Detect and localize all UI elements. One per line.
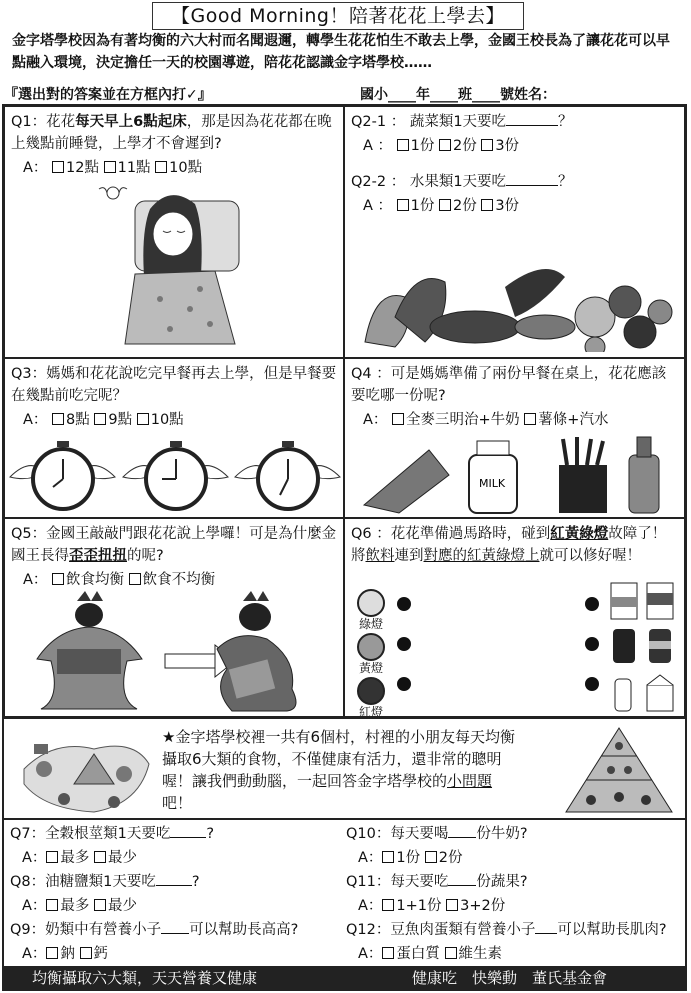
q2-1-suffix: ？ <box>558 114 573 130</box>
q4-answers <box>363 409 678 431</box>
soda-bottle-icon <box>629 437 659 513</box>
intro-paragraph: 金字塔學校因為有著均衡的六大村而名聞遐邇，轉學生花花怕生不敢去上學，金國王校長為了讓花花可以早點融入環境，決定擔任一天的校園導遊，陪花花認識金字塔學校…… <box>12 33 670 71</box>
checkbox-icon[interactable] <box>94 899 106 911</box>
q7-text: Q7：全穀根莖類1天要吃 <box>10 826 171 842</box>
q6-text-d: 就可以修好喔！ <box>539 548 641 564</box>
checkbox-icon[interactable] <box>46 947 58 959</box>
q8-blank[interactable] <box>156 871 192 886</box>
checkbox-icon[interactable] <box>439 139 451 151</box>
drink-dot-1[interactable] <box>585 597 599 611</box>
q8-answers <box>22 894 340 918</box>
q1-label: Q1：花花 <box>11 114 76 130</box>
q11-answer-prefix: A： <box>358 898 383 914</box>
student-info-line: 國小____年____班____號姓名： <box>360 87 556 103</box>
q11-option-1-label: 1+1份 <box>396 898 442 914</box>
q2-2-answer-prefix: A ： <box>363 198 393 214</box>
q7-question <box>10 822 340 846</box>
drinks-illustration <box>607 579 679 714</box>
q11-question <box>346 870 684 894</box>
checkbox-icon[interactable] <box>392 413 404 425</box>
checkbox-icon[interactable] <box>46 851 58 863</box>
drink-dot-2[interactable] <box>585 637 599 651</box>
q11-option-2[interactable] <box>446 898 505 914</box>
checkbox-icon[interactable] <box>46 899 58 911</box>
checkbox-icon[interactable] <box>445 947 457 959</box>
bottom-questions <box>2 818 687 968</box>
q10-blank[interactable] <box>448 823 476 838</box>
q4-option-2[interactable] <box>524 412 608 428</box>
green-light-label: 綠燈 <box>358 617 383 631</box>
q6-text-a: Q6 ：花花準備過馬路時，碰到 <box>351 526 551 542</box>
footer-bar <box>2 966 687 991</box>
promo-block <box>2 716 687 820</box>
q8-suffix: ? <box>191 874 200 890</box>
q2-1-option-3-label: 3份 <box>495 138 520 154</box>
q8-text: Q8：油糖鹽類1天要吃 <box>10 874 156 890</box>
q2-2-option-3-label: 3份 <box>495 198 520 214</box>
q1-option-3[interactable] <box>155 160 202 176</box>
q2-2-text: Q2-2 ： 水果類1天要吃 <box>351 174 507 190</box>
q1-option-1-label: 12點 <box>66 160 99 176</box>
can-icon <box>613 629 635 663</box>
clock-icon <box>123 441 228 509</box>
drink-dots <box>585 597 599 691</box>
q1-option-2-label: 11點 <box>117 160 151 176</box>
red-light-label: 紅燈 <box>358 705 383 719</box>
q12-option-1[interactable] <box>382 946 440 962</box>
q8-answer-prefix: A： <box>22 898 47 914</box>
q2-2-blank[interactable] <box>506 171 558 186</box>
q3-option-3-label: 10點 <box>150 412 184 428</box>
instruction-text: 『選出對的答案並在方框內打✓』 <box>4 87 212 103</box>
red-light-dot[interactable] <box>397 677 411 691</box>
q9-text-a: Q9：奶類中有營養小子 <box>10 922 162 938</box>
q2-1-option-2-label: 2份 <box>452 138 477 154</box>
traffic-lights <box>351 589 391 719</box>
q6-question <box>351 523 678 567</box>
q12-option-1-label: 蛋白質 <box>396 946 440 962</box>
checkbox-icon[interactable] <box>104 161 116 173</box>
q2-2-answers <box>363 195 678 217</box>
q5-answer-prefix: A： <box>23 572 48 588</box>
drink-dot-3[interactable] <box>585 677 599 691</box>
juice-box-icon <box>611 583 637 619</box>
checkbox-icon[interactable] <box>80 947 92 959</box>
q2-1-option-2[interactable] <box>439 138 477 154</box>
red-light-icon <box>357 677 385 705</box>
checkbox-icon[interactable] <box>94 851 106 863</box>
village-map-illustration <box>14 724 154 816</box>
q2-1-text: Q2-1 ： 蔬菜類1天要吃 <box>351 114 507 130</box>
q11-option-2-label: 3+2份 <box>460 898 506 914</box>
q4-option-2-label: 薯條+汽水 <box>538 412 609 428</box>
q10-answer-prefix: A： <box>358 850 383 866</box>
checkbox-icon[interactable] <box>52 413 64 425</box>
q11-answers <box>358 894 684 918</box>
q8-option-2[interactable] <box>94 898 137 914</box>
q4-cell <box>344 358 685 518</box>
q7-option-1[interactable] <box>46 850 89 866</box>
promo-underline: 小問題 <box>447 772 493 790</box>
q5-answers <box>23 569 337 591</box>
clock-icon <box>10 441 115 509</box>
green-light-icon <box>357 589 385 617</box>
q5-option-2[interactable] <box>129 572 216 588</box>
q2-2-option-2-label: 2份 <box>452 198 477 214</box>
q5-question <box>11 523 337 567</box>
q11-blank[interactable] <box>448 871 476 886</box>
q2-2-option-3[interactable] <box>481 198 519 214</box>
instruction-row <box>4 84 687 104</box>
q5-option-2-label: 飲食不均衡 <box>142 572 216 588</box>
q10-answers <box>358 846 684 870</box>
q10-option-1-label: 1份 <box>396 850 421 866</box>
promo-text <box>162 726 522 814</box>
q5-cell <box>4 518 344 717</box>
q12-answer-prefix: A： <box>358 946 383 962</box>
promo-text-a: ★金字塔學校裡一共有6個村，村裡的小朋友每天均衡攝取6大類的食物，不僅健康有活力，還非常的聰明喔！讓我們動動腦，一起回答金字塔學校的 <box>162 728 515 790</box>
q6-bold: 紅黃綠燈 <box>550 526 609 542</box>
q11-text-b: 份蔬果? <box>476 874 528 890</box>
q7-answers <box>22 846 340 870</box>
yellow-light <box>351 633 391 675</box>
q5-option-1-label: 飲食均衡 <box>66 572 125 588</box>
q8-option-1[interactable] <box>46 898 89 914</box>
yellow-light-label: 黃燈 <box>358 661 383 675</box>
worksheet-title: 【Good Morning！陪著花花上學去】 <box>152 2 524 30</box>
q2-1-option-3[interactable] <box>481 138 519 154</box>
checkbox-icon[interactable] <box>397 139 409 151</box>
q6-text-c: 連到 <box>394 548 424 564</box>
footer-foundation: 健康吃 快樂動 董氏基金會 <box>412 969 608 987</box>
q6-ul-b: 對應的紅黃綠燈上 <box>423 548 540 564</box>
q7-blank[interactable] <box>170 823 206 838</box>
sleeping-girl-illustration <box>95 179 245 349</box>
q6-cell <box>344 518 685 717</box>
q4-answer-prefix: A： <box>363 412 388 428</box>
q1-option-3-label: 10點 <box>169 160 203 176</box>
q4-option-1[interactable] <box>392 412 520 428</box>
milk-carton-icon <box>647 675 673 711</box>
q10-question <box>346 822 684 846</box>
q2-1-option-1-label: 1份 <box>410 138 435 154</box>
q2-cell <box>344 106 685 358</box>
promo-text-b: 吧！ <box>162 794 193 812</box>
q7-suffix: ? <box>206 826 215 842</box>
q9-question <box>10 918 340 942</box>
q3-option-1[interactable] <box>52 412 90 428</box>
q5-text-a: Q5：金國王敲敲門跟花花說上學囉！可是為什麼金國王長得 <box>11 526 337 564</box>
q1-cell <box>4 106 344 358</box>
q12-blank[interactable] <box>535 919 557 934</box>
q12-option-2[interactable] <box>445 946 503 962</box>
checkbox-icon[interactable] <box>382 947 394 959</box>
green-light-dot[interactable] <box>397 597 411 611</box>
checkbox-icon[interactable] <box>397 199 409 211</box>
q11-text-a: Q11：每天要吃 <box>346 874 449 890</box>
q3-cell <box>4 358 344 518</box>
q2-1-answer-prefix: A ： <box>363 138 393 154</box>
q8-question <box>10 870 340 894</box>
q3-option-3[interactable] <box>137 412 184 428</box>
clock-icon <box>235 441 340 509</box>
q9-answers <box>22 942 340 966</box>
q2-1-question <box>351 111 678 133</box>
q1-bold: 每天早上6點起床 <box>75 114 187 130</box>
q3-option-2-label: 9點 <box>108 412 133 428</box>
q9-option-1-label: 鈉 <box>60 946 75 962</box>
q1-answer-prefix: A： <box>23 160 48 176</box>
q12-answers <box>358 942 684 966</box>
q4-option-1-label: 全麥三明治+牛奶 <box>406 412 520 428</box>
q1-answers <box>23 157 337 179</box>
q9-option-1[interactable] <box>46 946 75 962</box>
left-questions <box>10 822 340 966</box>
q1-option-2[interactable] <box>104 160 151 176</box>
q3-answer-prefix: A： <box>23 412 48 428</box>
question-grid <box>2 104 687 719</box>
q6-ul-a: 飲料 <box>365 548 395 564</box>
cola-can-icon <box>649 629 671 663</box>
breakfast-illustration <box>359 435 679 515</box>
q7-answer-prefix: A： <box>22 850 47 866</box>
checkbox-icon[interactable] <box>52 161 64 173</box>
checkbox-icon[interactable] <box>481 139 493 151</box>
q12-option-2-label: 維生素 <box>458 946 503 962</box>
q10-text-b: 份牛奶? <box>476 826 528 842</box>
q3-question: Q3：媽媽和花花說吃完早餐再去上學，但是早餐要在幾點前吃完呢？ <box>11 366 337 404</box>
q5-option-1[interactable] <box>52 572 124 588</box>
q2-1-answers <box>363 135 678 157</box>
q2-1-blank[interactable] <box>506 111 558 126</box>
milk-tea-box-icon <box>647 583 673 619</box>
q10-option-1[interactable] <box>382 850 420 866</box>
checkbox-icon[interactable] <box>155 161 167 173</box>
q9-option-2-label: 鈣 <box>93 946 109 962</box>
q9-text-b: 可以幫助長高高? <box>189 922 299 938</box>
water-bottle-icon <box>615 679 631 711</box>
q8-option-1-label: 最多 <box>60 898 90 914</box>
q12-text-b: 可以幫助長肌肉? <box>557 922 667 938</box>
q12-question <box>346 918 684 942</box>
milk-label: MILK <box>479 477 506 490</box>
q9-blank[interactable] <box>161 919 189 934</box>
q1-rest: ，那是因為花花都在晚上幾點前睡覺，上學才不會遲到? <box>11 114 332 152</box>
q2-2-option-1-label: 1份 <box>410 198 435 214</box>
checkbox-icon[interactable] <box>481 199 493 211</box>
yellow-light-dot[interactable] <box>397 637 411 651</box>
king-balance-illustration <box>17 589 337 714</box>
q7-option-2[interactable] <box>94 850 137 866</box>
q3-answers <box>23 409 337 431</box>
q3-option-2[interactable] <box>94 412 132 428</box>
q11-option-1[interactable] <box>382 898 441 914</box>
light-dots <box>397 597 411 691</box>
q2-2-question <box>351 171 678 193</box>
q4-question: Q4 ：可是媽媽準備了兩份早餐在桌上，花花應該要吃哪一份呢? <box>351 366 667 404</box>
checkbox-icon[interactable] <box>94 413 106 425</box>
yellow-light-icon <box>357 633 385 661</box>
q12-text-a: Q12：豆魚肉蛋類有營養小子 <box>346 922 536 938</box>
food-pyramid-illustration <box>556 722 682 818</box>
q2-2-option-2[interactable] <box>439 198 477 214</box>
q2-1-option-1[interactable] <box>397 138 435 154</box>
checkbox-icon[interactable] <box>382 851 394 863</box>
checkbox-icon[interactable] <box>129 573 141 585</box>
winged-clocks-illustration <box>5 437 343 515</box>
q10-option-2-label: 2份 <box>438 850 463 866</box>
checkbox-icon[interactable] <box>446 899 458 911</box>
checkbox-icon[interactable] <box>524 413 536 425</box>
q9-option-2[interactable] <box>80 946 109 962</box>
q6-text-b: 故障了！將 <box>351 526 667 564</box>
q10-text-a: Q10：每天要喝 <box>346 826 449 842</box>
green-light <box>351 589 391 631</box>
q1-question <box>11 111 337 155</box>
q9-answer-prefix: A： <box>22 946 47 962</box>
q7-option-1-label: 最多 <box>60 850 90 866</box>
right-questions <box>346 822 684 966</box>
q2-2-option-1[interactable] <box>397 198 435 214</box>
red-light <box>351 677 391 719</box>
checkbox-icon[interactable] <box>425 851 437 863</box>
checkbox-icon[interactable] <box>52 573 64 585</box>
q5-text-b: 的呢? <box>127 548 164 564</box>
footer-slogan: 均衡攝取六大類，天天營養又健康 <box>32 969 258 987</box>
vegetables-fruits-illustration <box>355 247 675 352</box>
checkbox-icon[interactable] <box>382 899 394 911</box>
q5-bold: 歪歪扭扭 <box>69 548 127 564</box>
q10-option-2[interactable] <box>425 850 463 866</box>
fries-icon <box>559 437 607 513</box>
checkbox-icon[interactable] <box>439 199 451 211</box>
checkbox-icon[interactable] <box>137 413 149 425</box>
q8-option-2-label: 最少 <box>108 898 138 914</box>
q2-2-suffix: ？ <box>558 174 573 190</box>
q3-option-1-label: 8點 <box>66 412 90 428</box>
q1-option-1[interactable] <box>52 160 99 176</box>
q7-option-2-label: 最少 <box>108 850 138 866</box>
